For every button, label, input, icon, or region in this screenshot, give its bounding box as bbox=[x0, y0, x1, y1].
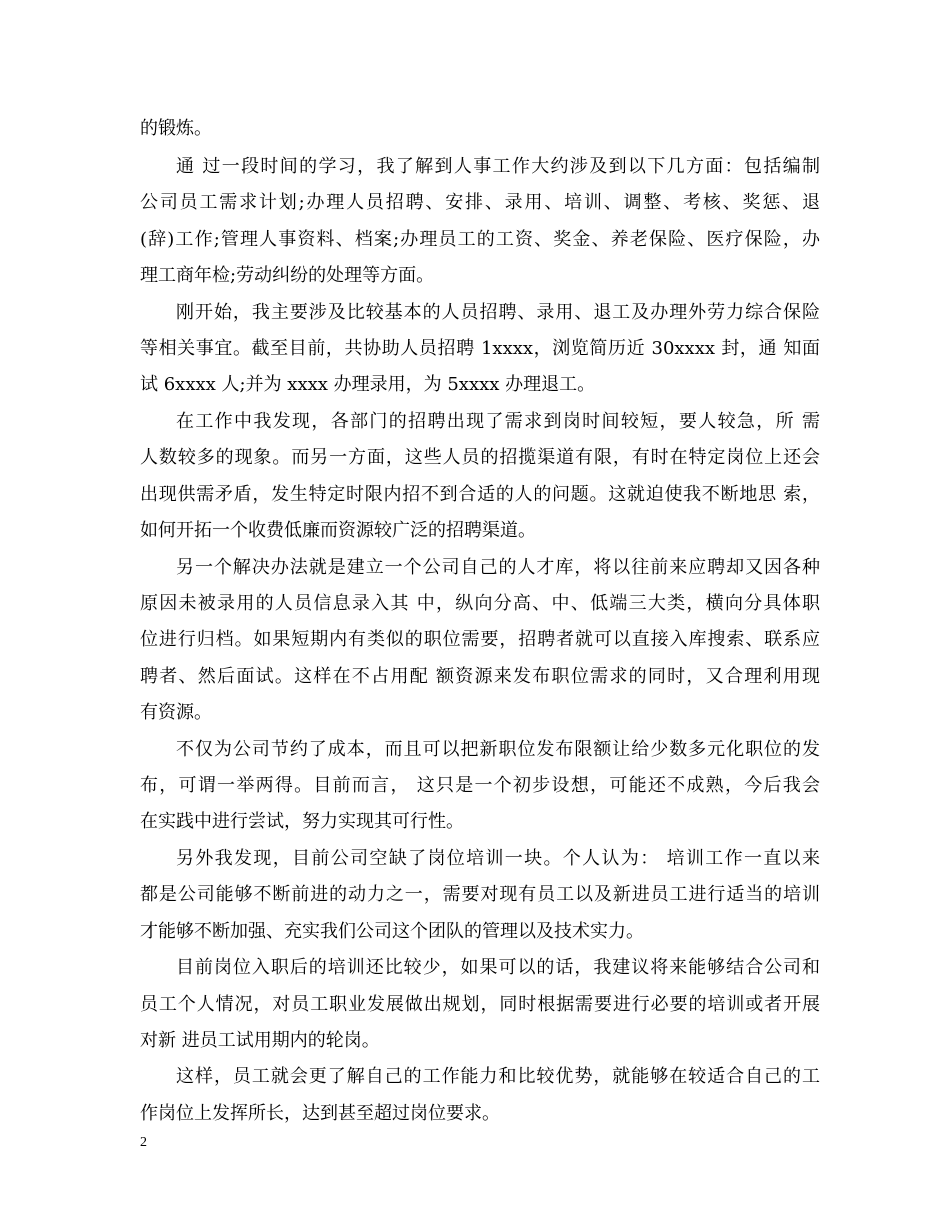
text-line: 理工商年检;劳动纠纷的处理等方面。 bbox=[140, 265, 435, 286]
text-line: 原因未被录用的人员信息录入其 中，纵向分高、中、低端三大类，横向分具体职 bbox=[140, 593, 820, 614]
text-line: 才能够不断加强、充实我们公司这个团队的管理以及技术实力。 bbox=[140, 921, 644, 942]
text-line: 等相关事宜。截至目前，共协助人员招聘 1xxxx，浏览简历近 30xxxx 封，通 知面 bbox=[140, 338, 820, 359]
text-line: 试 6xxxx 人;并为 xxxx 办理录用，为 5xxxx 办理退工。 bbox=[140, 374, 596, 395]
paragraph-start-line: 刚开始，我主要涉及比较基本的人员招聘、录用、退工及办理外劳力综合保险 bbox=[176, 302, 820, 323]
text-line: 布，可谓一举两得。目前而言， 这只是一个初步设想，可能还不成熟，今后我会 bbox=[140, 775, 820, 796]
paragraph-start-line: 通 过一段时间的学习，我了解到人事工作大约涉及到以下几方面：包括编制 bbox=[176, 156, 820, 177]
text-line: 如何开拓一个收费低廉而资源较广泛的招聘渠道。 bbox=[140, 520, 536, 541]
text-line: 位进行归档。如果短期内有类似的职位需要，招聘者就可以直接入库搜索、联系应 bbox=[140, 629, 820, 650]
text-line: 的锻炼。 bbox=[140, 118, 212, 139]
text-line: 员工个人情况，对员工职业发展做出规划，同时根据需要进行必要的培训或者开展 bbox=[140, 994, 820, 1015]
page-number: 2 bbox=[140, 1135, 147, 1150]
paragraph-start-line: 不仅为公司节约了成本，而且可以把新职位发布限额让给少数多元化职位的发 bbox=[176, 739, 820, 760]
text-line: 对新 进员工试用期内的轮岗。 bbox=[140, 1030, 380, 1051]
text-line: 都是公司能够不断前进的动力之一，需要对现有员工以及新进员工进行适当的培训 bbox=[140, 884, 820, 905]
paragraph-start-line: 在工作中我发现，各部门的招聘出现了需求到岗时间较短，要人较急，所 需 bbox=[176, 411, 820, 432]
text-line: 出现供需矛盾，发生特定时限内招不到合适的人的问题。这就迫使我不断地思 索， bbox=[140, 484, 820, 505]
paragraph-start-line: 另外我发现，目前公司空缺了岗位培训一块。个人认为： 培训工作一直以来 bbox=[176, 848, 820, 869]
text-line: 公司员工需求计划;办理人员招聘、安排、录用、培训、调整、考核、奖惩、退 bbox=[140, 192, 820, 213]
paragraph-start-line: 这样，员工就会更了解自己的工作能力和比较优势，就能够在较适合自己的工 bbox=[176, 1066, 820, 1087]
paragraph-start-line: 目前岗位入职后的培训还比较少，如果可以的话，我建议将来能够结合公司和 bbox=[176, 957, 820, 978]
text-line: 人数较多的现象。而另一方面，这些人员的招揽渠道有限，有时在特定岗位上还会 bbox=[140, 447, 820, 468]
text-line: 作岗位上发挥所长，达到甚至超过岗位要求。 bbox=[140, 1103, 500, 1124]
paragraph-start-line: 另一个解决办法就是建立一个公司自己的人才库，将以往前来应聘却又因各种 bbox=[176, 557, 820, 578]
text-line: 在实践中进行尝试，努力实现其可行性。 bbox=[140, 811, 464, 832]
text-line: 聘者、然后面试。这样在不占用配 额资源来发布职位需求的同时，又合理利用现 bbox=[140, 666, 820, 687]
text-line: 有资源。 bbox=[140, 702, 212, 723]
text-line: (辞)工作;管理人事资料、档案;办理员工的工资、奖金、养老保险、医疗保险，办 bbox=[140, 229, 820, 250]
